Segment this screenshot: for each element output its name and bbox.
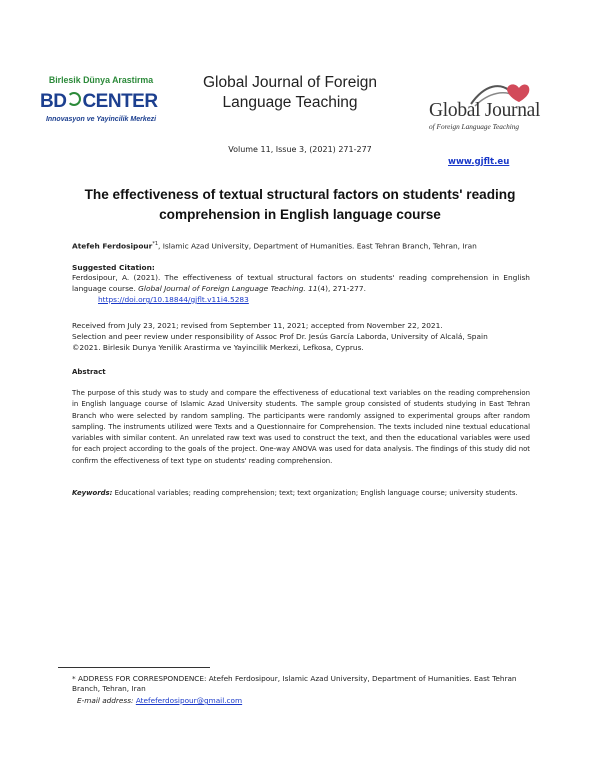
logo-top-text: Birlesik Dünya Arastirma [48,75,154,85]
received-dates: Received from July 23, 2021; revised from September 11, 2021; accepted from November 22, 2021. [72,321,443,330]
logo-right-main-text: Global Journal [429,100,541,121]
journal-title: Global Journal of Foreign Language Teaching [202,74,378,111]
logo-bd-text: BD [40,91,67,112]
logo-center-text: CENTER [82,91,158,112]
citation-journal: Global Journal of Foreign Language Teaching. 11 [138,284,318,293]
keywords [72,488,542,499]
journal-website-link[interactable]: www.gjflt.eu [448,157,510,167]
logo-swoosh-icon [67,92,81,106]
author-affiliation: , Islamic Azad University, Department of Humanities. East Tehran Branch, Tehran, Iran [158,241,477,251]
copyright-note: ©2021. Birlesik Dunya Yenilik Arastirma ve Yayincilik Merkezi, Lefkosa, Cyprus. [72,343,364,352]
peer-review-note: Selection and peer review under responsibility of Assoc Prof Dr. Jesús García Laborda, University of Alcalá, Spain [72,332,488,341]
keywords-text: Educational variables; reading comprehension; text; text organization; English language course; university students. [112,489,518,497]
correspondence-footnote: * ADDRESS FOR CORRESPONDENCE: Atefeh Ferdosipour, Islamic Azad University, Department of Humanities. East Tehran Branch, Tehran, Iran [72,674,517,693]
logo-right-sub-text: of Foreign Language Teaching [429,122,520,131]
logo-main [35,86,167,116]
article-dates [72,320,542,353]
author-name: Atefeh Ferdosipour [72,241,153,251]
keywords-label: Keywords: [72,489,113,497]
article-title: The effectiveness of textual structural factors on students' reading comprehension in English language course [84,187,516,222]
citation-heading: Suggested Citation: [72,263,155,272]
doi-link[interactable]: https://doi.org/10.18844/gjflt.v11i4.5283 [98,295,249,304]
abstract-body: The purpose of this study was to study and compare the effectiveness of educational text variables on the reading comprehension in English language course of Islamic Azad University students. The sample group consisted of students studying in East Tehran Branch who were selected by random sampling. The participants were randomly assigned to experimental groups after random sampling. The instruments utilized were Texts and a Questionnaire for Comprehension. The texts included nine textual educational variables with similar content. An unrelated raw text was used to construct the text, and then the educational variables were used for each project according to the goals of the project. One-way ANOVA was used for data analysis. The findings of this study did not confirm the effectiveness of text type on students' reading comprehension. [72,389,530,465]
volume-info: Volume 11, Issue 3, (2021) 271-277 [228,145,372,154]
logo-sub-text: Innovasyon ve Yayincilik Merkezi [45,116,157,123]
footnote-divider [58,667,210,668]
email-label: E-mail address: [77,696,136,705]
citation-body: Ferdosipour, A. (2021). The effectiveness of textual structural factors on students' reading comprehension in English language course. Global Journal of Foreign Language Teaching. 11(4), 271-277. https://doi.org/10.18844/gjflt.v11i4.5283 [72,273,530,304]
author-superscript: *1 [152,241,158,247]
author-line [72,239,542,251]
email-line [77,695,242,706]
global-journal-logo [427,80,565,136]
bd-center-logo [35,75,167,131]
email-link[interactable]: Atefeferdosipour@gmail.com [135,696,243,705]
abstract-heading: Abstract [72,368,106,376]
